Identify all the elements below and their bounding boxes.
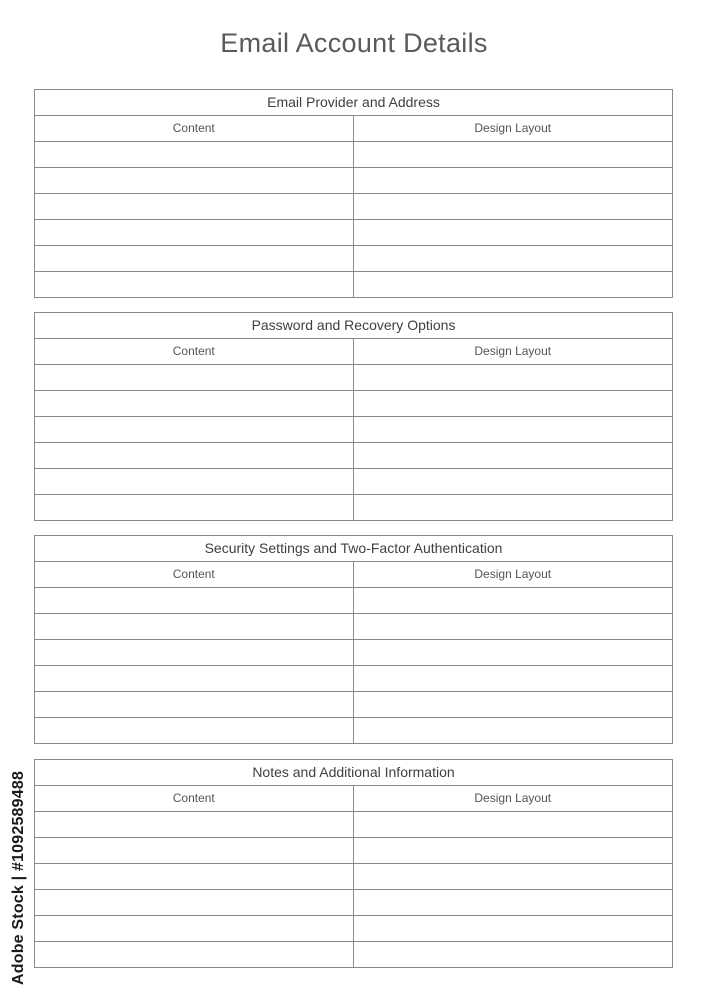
table-row <box>35 614 672 640</box>
table-header-row <box>35 562 672 588</box>
table-row <box>35 246 672 272</box>
table-row <box>35 194 672 220</box>
section-password-recovery <box>34 312 673 521</box>
design-layout-cell[interactable] <box>354 718 673 743</box>
column-header-content: Content <box>35 786 354 811</box>
content-cell[interactable] <box>35 942 354 967</box>
table-row <box>35 838 672 864</box>
section-email-provider <box>34 89 673 298</box>
table-row <box>35 220 672 246</box>
design-layout-cell[interactable] <box>354 391 673 416</box>
content-cell[interactable] <box>35 194 354 219</box>
table-row <box>35 142 672 168</box>
content-cell[interactable] <box>35 614 354 639</box>
section-notes-additional <box>34 759 673 968</box>
section-title: Notes and Additional Information <box>35 760 672 786</box>
table-row <box>35 640 672 666</box>
table-row <box>35 718 672 743</box>
content-cell[interactable] <box>35 640 354 665</box>
design-layout-cell[interactable] <box>354 168 673 193</box>
content-cell[interactable] <box>35 666 354 691</box>
section-security-settings <box>34 535 673 744</box>
content-cell[interactable] <box>35 469 354 494</box>
page-title: Email Account Details <box>220 28 488 58</box>
design-layout-cell[interactable] <box>354 588 673 613</box>
content-cell[interactable] <box>35 495 354 520</box>
design-layout-cell[interactable] <box>354 890 673 915</box>
table-header-row <box>35 339 672 365</box>
table-row <box>35 168 672 194</box>
content-cell[interactable] <box>35 220 354 245</box>
design-layout-cell[interactable] <box>354 838 673 863</box>
table-row <box>35 666 672 692</box>
table-row <box>35 588 672 614</box>
content-cell[interactable] <box>35 812 354 837</box>
table-row <box>35 469 672 495</box>
content-cell[interactable] <box>35 168 354 193</box>
column-header-design-layout: Design Layout <box>474 567 552 581</box>
section-title: Email Provider and Address <box>35 90 672 116</box>
content-cell[interactable] <box>35 588 354 613</box>
design-layout-cell[interactable] <box>354 469 673 494</box>
design-layout-cell[interactable] <box>354 365 673 390</box>
design-layout-cell[interactable] <box>354 942 673 967</box>
content-cell[interactable] <box>35 692 354 717</box>
design-layout-cell[interactable] <box>354 614 673 639</box>
content-cell[interactable] <box>35 365 354 390</box>
design-layout-cell[interactable] <box>354 443 673 468</box>
table-row <box>35 942 672 967</box>
design-layout-cell[interactable] <box>354 495 673 520</box>
design-layout-cell[interactable] <box>354 916 673 941</box>
design-layout-cell[interactable] <box>354 417 673 442</box>
content-cell[interactable] <box>35 391 354 416</box>
content-cell[interactable] <box>35 246 354 271</box>
design-layout-cell[interactable] <box>354 194 673 219</box>
design-layout-cell[interactable] <box>354 640 673 665</box>
design-layout-cell[interactable] <box>354 142 673 167</box>
table-row <box>35 692 672 718</box>
design-layout-cell[interactable] <box>354 864 673 889</box>
column-header-design-layout: Design Layout <box>474 121 552 135</box>
design-layout-cell[interactable] <box>354 246 673 271</box>
content-cell[interactable] <box>35 272 354 297</box>
design-layout-cell[interactable] <box>354 812 673 837</box>
design-layout-cell[interactable] <box>354 220 673 245</box>
table-row <box>35 495 672 520</box>
section-title: Security Settings and Two-Factor Authentication <box>35 536 672 562</box>
design-layout-cell[interactable] <box>354 692 673 717</box>
table-header-row <box>35 786 672 812</box>
table-row <box>35 812 672 838</box>
content-cell[interactable] <box>35 443 354 468</box>
content-cell[interactable] <box>35 417 354 442</box>
column-header-content: Content <box>35 116 354 141</box>
column-header-design-layout: Design Layout <box>474 344 552 358</box>
stock-id-watermark: Adobe Stock | #1092589488 <box>10 770 27 985</box>
section-title: Password and Recovery Options <box>35 313 672 339</box>
table-row <box>35 890 672 916</box>
column-header-content: Content <box>35 562 354 587</box>
design-layout-cell[interactable] <box>354 272 673 297</box>
content-cell[interactable] <box>35 890 354 915</box>
table-row <box>35 443 672 469</box>
content-cell[interactable] <box>35 864 354 889</box>
content-cell[interactable] <box>35 838 354 863</box>
table-row <box>35 365 672 391</box>
design-layout-cell[interactable] <box>354 666 673 691</box>
content-cell[interactable] <box>35 916 354 941</box>
table-row <box>35 417 672 443</box>
content-cell[interactable] <box>35 142 354 167</box>
content-cell[interactable] <box>35 718 354 743</box>
table-row <box>35 916 672 942</box>
table-row <box>35 864 672 890</box>
column-header-design-layout: Design Layout <box>474 791 552 805</box>
column-header-content: Content <box>35 339 354 364</box>
table-header-row <box>35 116 672 142</box>
table-row <box>35 391 672 417</box>
table-row <box>35 272 672 297</box>
